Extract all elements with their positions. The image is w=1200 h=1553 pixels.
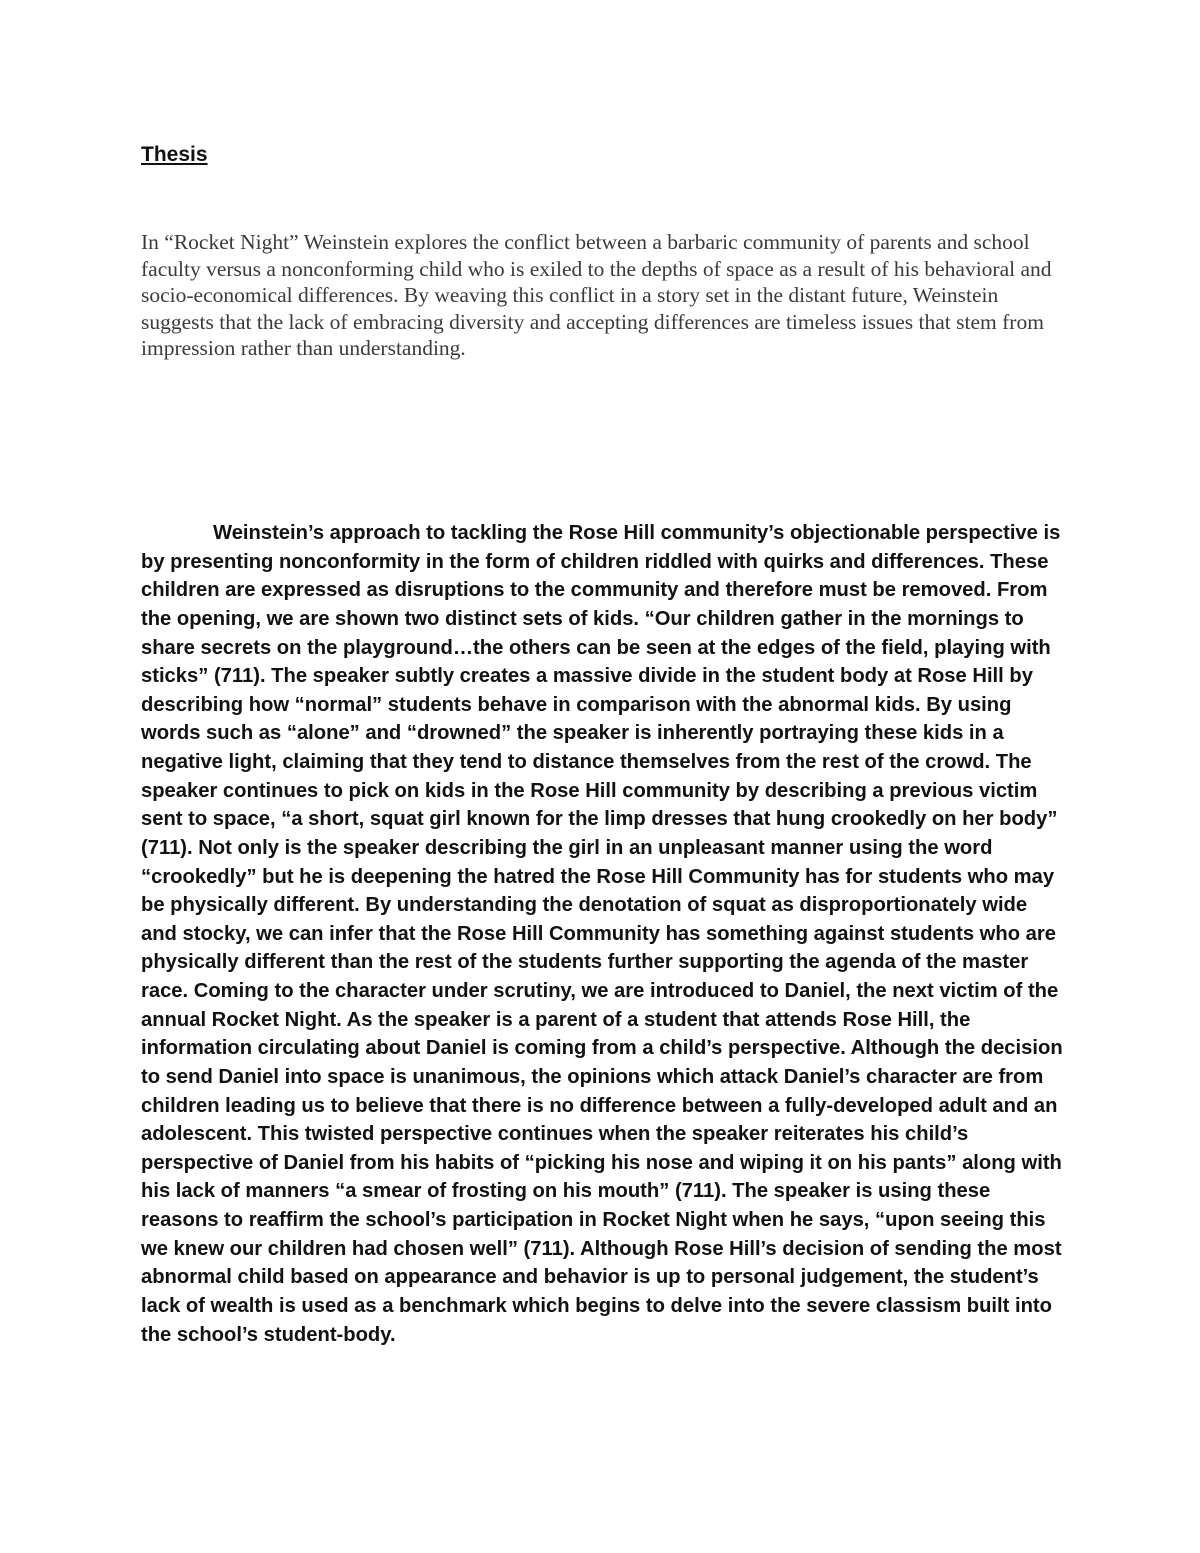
page-heading: Thesis [141, 143, 208, 166]
thesis-paragraph: In “Rocket Night” Weinstein explores the conflict between a barbaric community of parents and school faculty versus a nonconforming child who is exiled to the depths of space as a result of his behavioral and socio-economical differences. By weaving this conflict in a story set in the distant future, Weinstein suggests that the lack of embracing diversity and accepting differences are timeless issues that stem from impression rather than understanding. [141, 230, 1052, 361]
body-paragraph: Weinstein’s approach to tackling the Rose Hill community’s objectionable perspective is by presenting nonconformity in the form of children riddled with quirks and differences. These children are expressed as disruptions to the community and therefore must be removed. From the opening, we are shown two distinct sets of kids. “Our children gather in the mornings to share secrets on the playground…the others can be seen at the edges of the field, playing with sticks” (711). The speaker subtly creates a massive divide in the student body at Rose Hill by describing how “normal” students behave in comparison with the abnormal kids. By using words such as “alone” and “drowned” the speaker is inherently portraying these kids in a negative light, claiming that they tend to distance themselves from the rest of the crowd. The speaker continues to pick on kids in the Rose Hill community by describing a previous victim sent to space, “a short, squat girl known for the limp dresses that hung crookedly on her body” (711). Not only is the speaker describing the girl in an unpleasant manner using the word “crookedly” but he is deepening the hatred the Rose Hill Community has for students who may be physically different. By understanding the denotation of squat as disproportionately wide and stocky, we can infer that the Rose Hill Community has something against students who are physically different than the rest of the students further supporting the agenda of the master race. Coming to the character under scrutiny, we are introduced to Daniel, the next victim of the annual Rocket Night. As the speaker is a parent of a student that attends Rose Hill, the information circulating about Daniel is coming from a child’s perspective. Although the decision to send Daniel into space is unanimous, the opinions which attack Daniel’s character are from children leading us to believe that there is no difference between a fully-developed adult and an adolescent. This twisted perspective continues when the speaker reiterates his child’s perspective of Daniel from his habits of “picking his nose and wiping it on his pants” along with his lack of manners “a smear of frosting on his mouth” (711). The speaker is using these reasons to reaffirm the school’s participation in Rocket Night when he says, “upon seeing this we knew our children had chosen well” (711). Although Rose Hill’s decision of sending the most abnormal child based on appearance and behavior is up to personal judgement, the student’s lack of wealth is used as a benchmark which begins to delve into the severe classism built into the school’s student-body. [141, 522, 1063, 1346]
